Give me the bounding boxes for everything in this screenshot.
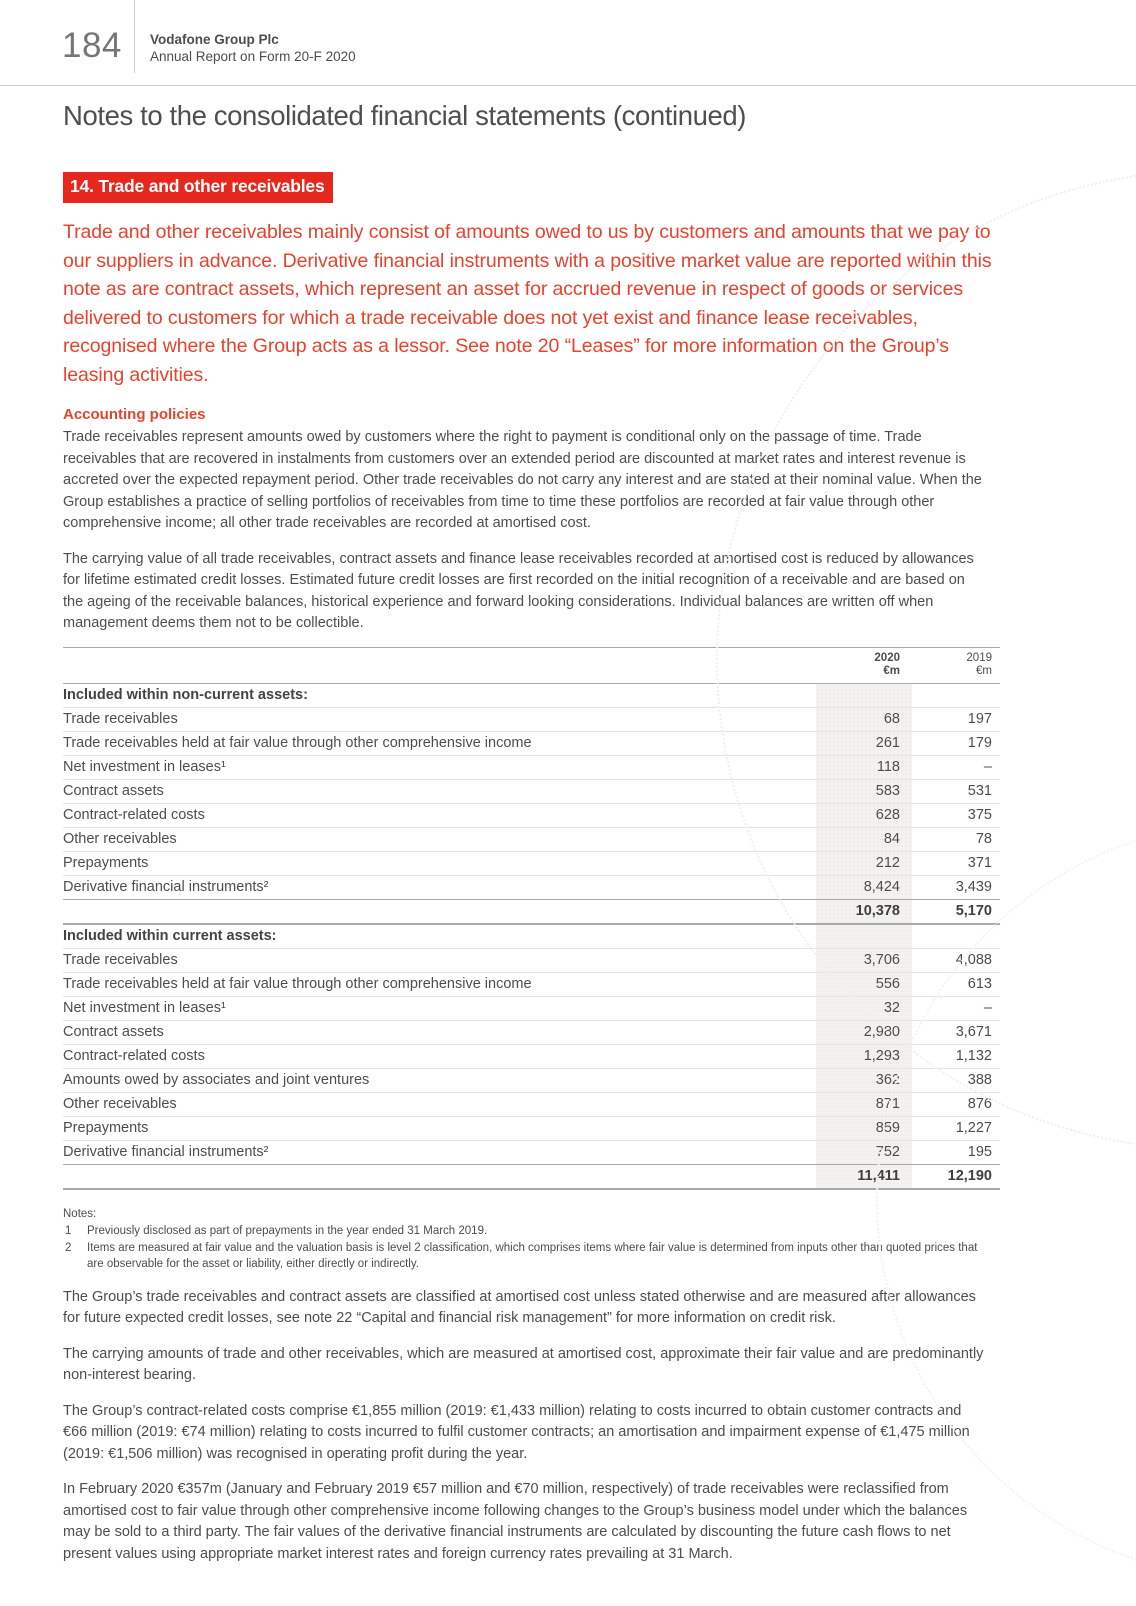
table-total-row: 11,411 12,190 bbox=[63, 1164, 1000, 1190]
paragraph: The Group’s trade receivables and contract assets are classified at amortised cost unless stated otherwise and are measured after allowances for future expected credit losses, see note 22 “Capital and financial risk management” for more information on credit risk. bbox=[63, 1288, 976, 1326]
table-row: Prepayments 859 1,227 bbox=[63, 1117, 1000, 1141]
page-title: Notes to the consolidated financial statements (continued) bbox=[63, 100, 747, 131]
table-row: Net investment in leases¹ 118 – bbox=[63, 756, 1000, 780]
table-section-header: Included within non-current assets: bbox=[63, 684, 1000, 708]
table-total-row: 10,378 5,170 bbox=[63, 899, 1000, 925]
note-heading-badge: 14. Trade and other receivables bbox=[63, 172, 333, 203]
table-row: Other receivables 871 876 bbox=[63, 1093, 1000, 1117]
table-row: Trade receivables 68 197 bbox=[63, 708, 1000, 732]
table-row: Net investment in leases¹ 32 – bbox=[63, 997, 1000, 1021]
accounting-policies-paragraph: Trade receivables represent amounts owed by customers where the right to payment is conditional only on the passage of time. Trade receivables that are recovered in instalments from customers over an extended period are discounted at market rates and interest revenue is accreted over the expected repayment period. Other trade receivables do not carry any interest and are stated at their nominal value. When the Group establishes a practice of selling portfolios of receivables from time to time these portfolios are recorded at fair value through other comprehensive income; all other trade receivables are recorded at amortised cost. bbox=[63, 429, 982, 531]
table-row: Derivative financial instruments² 8,424 3,439 bbox=[63, 876, 1000, 899]
footnote-text: Items are measured at fair value and the valuation basis is level 2 classification, which comprises items where fair value is determined from inputs other than quoted prices that are observable for the asset or liability, either directly or indirectly. bbox=[87, 1241, 978, 1270]
footnote-item bbox=[63, 1240, 993, 1273]
paragraph: The Group’s contract-related costs comprise €1,855 million (2019: €1,433 million) relating to costs incurred to obtain customer contracts and €66 million (2019: €74 million) relating to costs incurred to fulfil customer contracts; an amortisation and impairment expense of €1,475 million (2019: €1,506 million) was recognised in operating profit during the year. bbox=[63, 1402, 970, 1462]
page-header bbox=[0, 0, 1136, 86]
paragraph: In February 2020 €357m (January and February 2019 €57 million and €70 million, respectively) of trade receivables were reclassified from amortised cost to fair value through other comprehensive income following changes to the Group’s business model under which the balances may be sold to a third party. The fair values of the derivative financial instruments are calculated by discounting the future cash flows to net present values using appropriate market interest rates and foreign currency rates prevailing at 31 March. bbox=[63, 1481, 968, 1562]
table-section-header: Included within current assets: bbox=[63, 925, 1000, 949]
header-spacer bbox=[63, 652, 816, 678]
table-row: Amounts owed by associates and joint ventures 362 388 bbox=[63, 1069, 1000, 1093]
table-row: Prepayments 212 371 bbox=[63, 852, 1000, 876]
table-row: Trade receivables held at fair value through other comprehensive income 556 613 bbox=[63, 973, 1000, 997]
footnote-number: 2 bbox=[65, 1241, 72, 1254]
footnotes-heading: Notes: bbox=[63, 1207, 97, 1220]
table-row: Trade receivables 3,706 4,088 bbox=[63, 949, 1000, 973]
footnote-text: Previously disclosed as part of prepayments in the year ended 31 March 2019. bbox=[87, 1225, 488, 1237]
column-header-2020: 2020 €m bbox=[874, 651, 900, 677]
table-row: Contract-related costs 1,293 1,132 bbox=[63, 1045, 1000, 1069]
page-number: 184 bbox=[62, 26, 122, 65]
footnote-item bbox=[63, 1223, 993, 1240]
paragraph: The carrying amounts of trade and other receivables, which are measured at amortised cost, approximate their fair value and are predominantly non-interest bearing. bbox=[63, 1345, 984, 1383]
company-block bbox=[150, 31, 356, 65]
header-divider bbox=[134, 0, 135, 73]
report-name: Annual Report on Form 20-F 2020 bbox=[150, 49, 356, 64]
company-name: Vodafone Group Plc bbox=[150, 32, 279, 47]
intro-paragraph: Trade and other receivables mainly consist of amounts owed to us by customers and amounts that we pay to our suppliers in advance. Derivative financial instruments with a positive market value are reported within this note as are contract assets, which represent an asset for accrued revenue in respect of goods or services delivered to customers for which a trade receivable does not yet exist and finance lease receivables, recognised where the Group acts as a lessor. See note 20 “Leases” for more information on the Group’s leasing activities. bbox=[63, 221, 992, 386]
accounting-policies-paragraph: The carrying value of all trade receivables, contract assets and finance lease receivables recorded at amortised cost is reduced by allowances for lifetime estimated credit losses. Estimated future credit losses are first recorded on the initial recognition of a receivable and are based on the ageing of the receivable balances, historical experience and forward looking considerations. Individual balances are written off when management deems them not to be collectible. bbox=[63, 550, 974, 631]
table-row: Other receivables 84 78 bbox=[63, 828, 1000, 852]
table-row: Contract-related costs 628 375 bbox=[63, 804, 1000, 828]
column-header-2019: 2019 €m bbox=[966, 651, 992, 677]
table-row: Derivative financial instruments² 752 195 bbox=[63, 1141, 1000, 1164]
footnote-number: 1 bbox=[65, 1225, 72, 1237]
accounting-policies-heading: Accounting policies bbox=[63, 406, 206, 423]
table-row: Contract assets 2,980 3,671 bbox=[63, 1021, 1000, 1045]
table-row: Trade receivables held at fair value through other comprehensive income 261 179 bbox=[63, 732, 1000, 756]
table-row: Contract assets 583 531 bbox=[63, 780, 1000, 804]
